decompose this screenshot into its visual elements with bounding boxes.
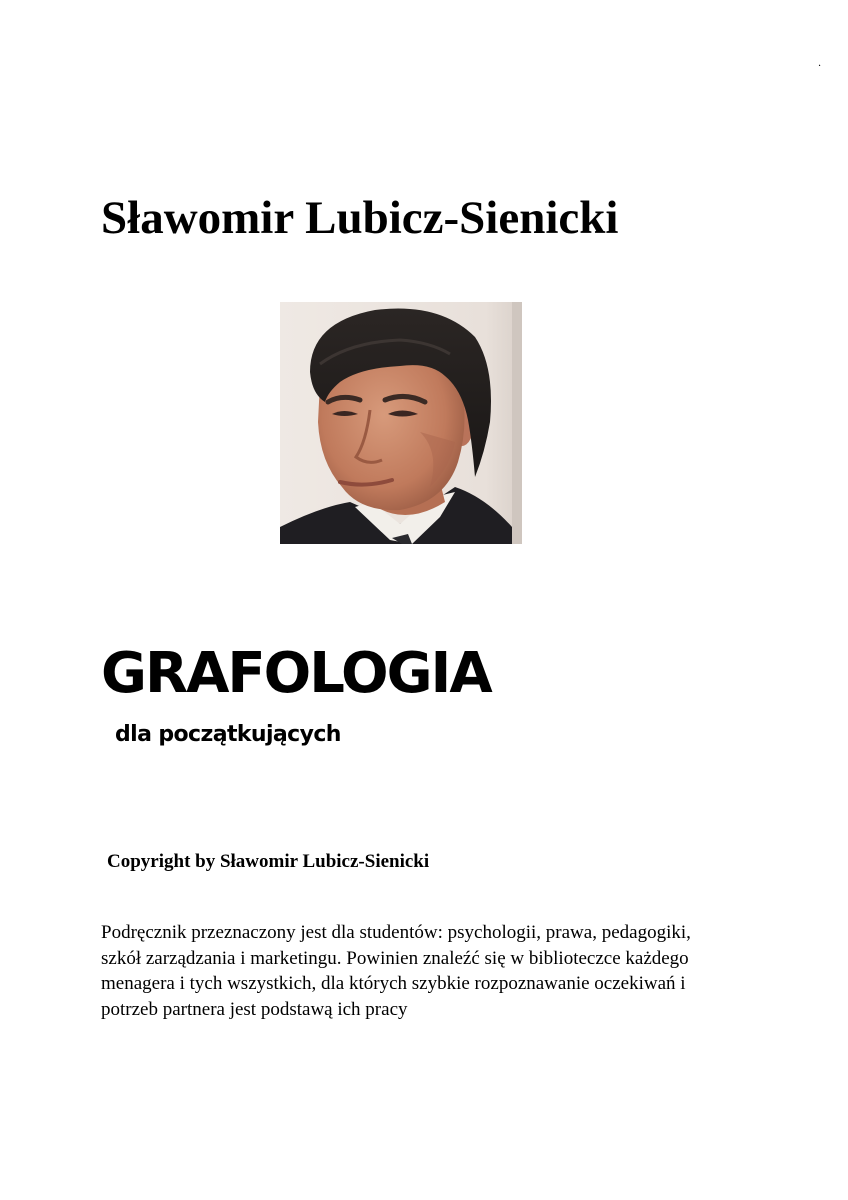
book-description (101, 920, 741, 1022)
book-subtitle: dla początkujących (115, 722, 341, 747)
corner-mark: · (818, 61, 822, 72)
author-name: Sławomir Lubicz-Sienicki (101, 192, 619, 244)
description-line: menagera i tych wszystkich, dla których szybkie rozpoznawanie oczekiwań i (101, 973, 686, 994)
description-line: szkół zarządzania i marketingu. Powinien znaleźć się w biblioteczce każdego (101, 947, 689, 969)
copyright-notice: Copyright by Sławomir Lubicz-Sienicki (107, 851, 430, 872)
book-title: GRAFOLOGIA (101, 641, 491, 706)
portrait-image (280, 302, 522, 544)
description-line: potrzeb partnera jest podstawą ich pracy (101, 998, 408, 1020)
author-photo (280, 302, 522, 544)
description-line: Podręcznik przeznaczony jest dla studentów: psychologii, prawa, pedagogiki, (101, 922, 691, 943)
